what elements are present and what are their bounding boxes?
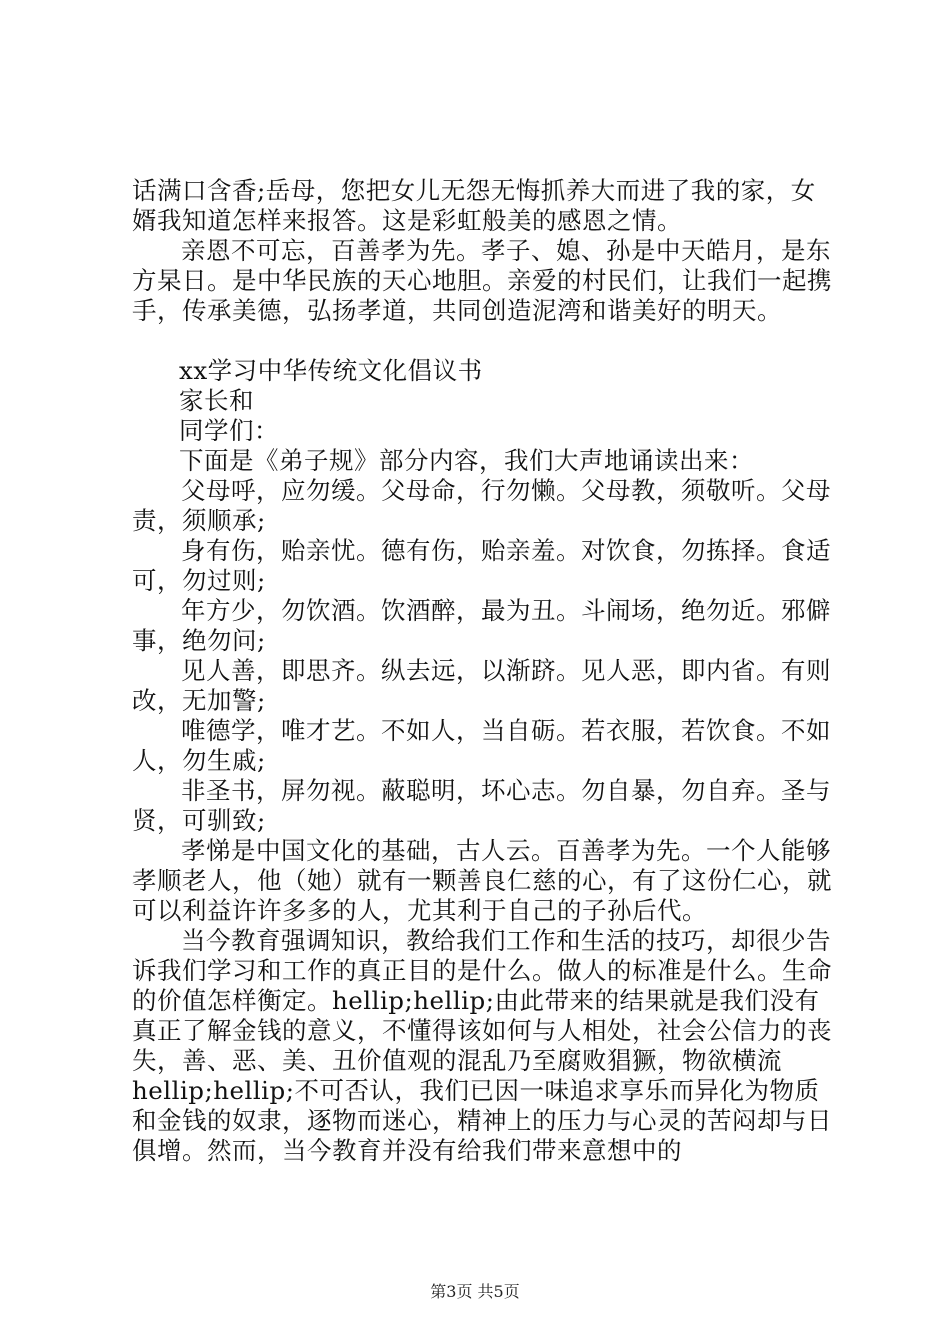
verse-2: 身有伤，贻亲忧。德有伤，贻亲羞。对饮食，勿拣择。食适可，勿过则; xyxy=(132,536,831,595)
paragraph-filial-piety: 亲恩不可忘，百善孝为先。孝子、媳、孙是中天皓月，是东方杲日。是中华民族的天心地胆。亲爱的村民们，让我们一起携手，传承美德，弘扬孝道，共同创造泥湾和谐美好的明天。 xyxy=(132,236,832,325)
verse-4: 见人善，即思齐。纵去远，以渐跻。见人恶，即内省。有则改，无加警; xyxy=(132,656,831,715)
verse-3: 年方少，勿饮酒。饮酒醉，最为丑。斗闹场，绝勿近。邪僻事，绝勿问; xyxy=(132,596,831,655)
verse-5: 唯德学，唯才艺。不如人，当自砺。若衣服，若饮食。不如人，勿生戚; xyxy=(132,716,831,775)
verse-1: 父母呼，应勿缓。父母命，行勿懒。父母教，须敬听。父母责，须顺承; xyxy=(132,476,831,535)
paragraph-gap xyxy=(132,326,832,356)
verse-6: 非圣书，屏勿视。蔽聪明，坏心志。勿自暴，勿自弃。圣与贤，可驯致; xyxy=(132,776,831,835)
paragraph-modern-education: 当今教育强调知识，教给我们工作和生活的技巧，却很少告诉我们学习和工作的真正目的是什么。做人的标准是什么。生命的价值怎样衡定。hellip;hellip;由此带来的结果就是我们没有真正了解金钱的意义，不懂得该如何与人相处，社会公信力的丧失，善、恶、美、丑价值观的混乱乃至腐败猖獗，物欲横流hellip;hellip;不可否认，我们已因一味追求享乐而异化为物质和金钱的奴隶，逐物而迷心，精神上的压力与心灵的苦闷却与日俱增。然而，当今教育并没有给我们带来意想中的 xyxy=(132,926,832,1165)
proposal-title: xx学习中华传统文化倡议书 xyxy=(179,356,483,385)
paragraph-intro: 话满口含香;岳母，您把女儿无怨无悔抓养大而进了我的家，女婿我知道怎样来报答。这是彩虹般美的感恩之情。 xyxy=(132,176,816,235)
salutation-parents: 家长和 xyxy=(179,386,254,415)
paragraph-filial-culture: 孝悌是中国文化的基础，古人云。百善孝为先。一个人能够孝顺老人，他（她）就有一颗善良仁慈的心，有了这份仁心，就可以利益许许多多的人，尤其利于自己的子孙后代。 xyxy=(132,836,832,925)
page-number-footer: 第3页 共5页 xyxy=(430,1282,520,1301)
dizigui-intro: 下面是《弟子规》部分内容，我们大声地诵读出来： xyxy=(179,446,754,475)
proposal-heading-block xyxy=(132,356,832,476)
salutation-students: 同学们： xyxy=(179,416,279,445)
document-body xyxy=(132,176,832,1166)
